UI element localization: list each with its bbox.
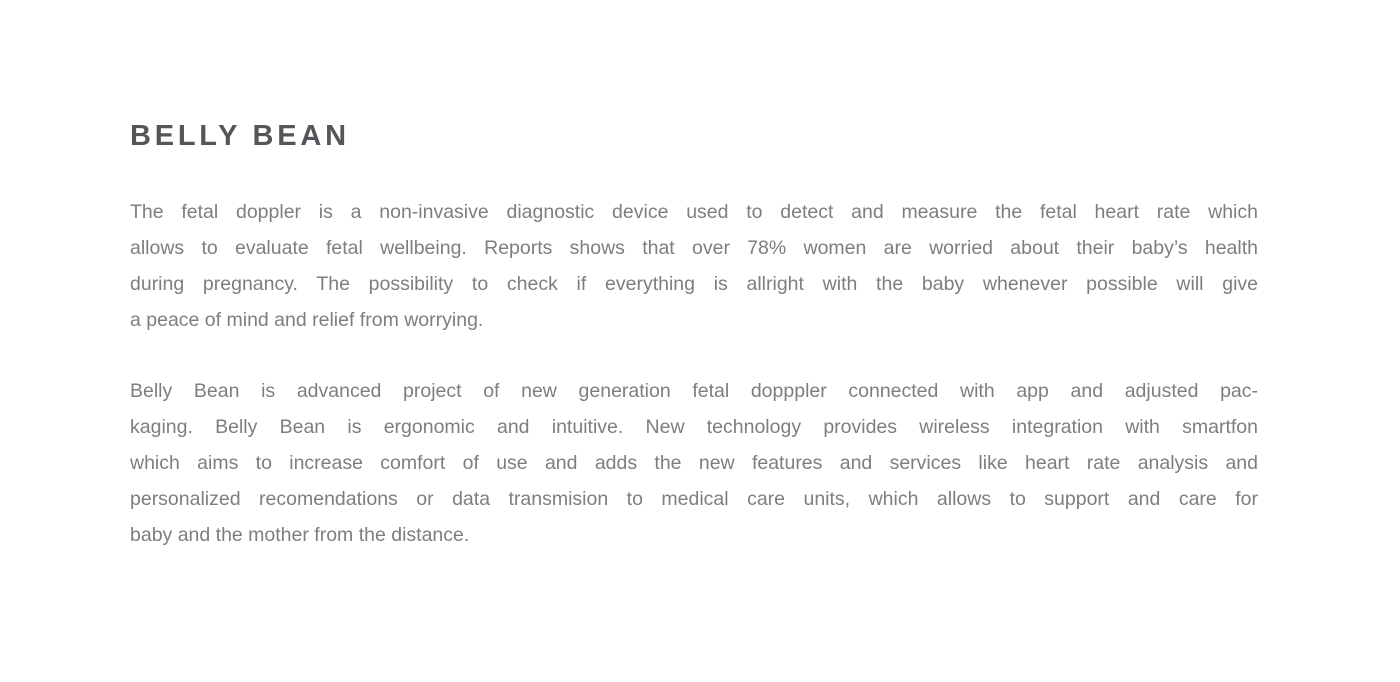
text-line: which aims to increase comfort of use and adds the new features and services like heart rate analysis and bbox=[130, 452, 1258, 474]
text-line: allows to evaluate fetal wellbeing. Reports shows that over 78% women are worried about their baby’s health bbox=[130, 237, 1258, 259]
paragraph-intro bbox=[130, 194, 1258, 338]
paragraph-project bbox=[130, 373, 1258, 553]
text-line: during pregnancy. The possibility to check if everything is allright with the baby whenever possible will give bbox=[130, 273, 1258, 295]
text-line: a peace of mind and relief from worrying. bbox=[130, 309, 484, 331]
text-line: Belly Bean is advanced project of new generation fetal dopppler connected with app and adjusted pac- bbox=[130, 380, 1258, 402]
text-line: kaging. Belly Bean is ergonomic and intuitive. New technology provides wireless integration with smartfon bbox=[130, 416, 1258, 438]
article bbox=[130, 0, 1258, 553]
text-line: The fetal doppler is a non-invasive diagnostic device used to detect and measure the fetal heart rate which bbox=[130, 201, 1258, 223]
page-title: BELLY BEAN bbox=[130, 120, 350, 152]
text-line: personalized recomendations or data transmision to medical care units, which allows to support and care for bbox=[130, 488, 1258, 510]
text-line: baby and the mother from the distance. bbox=[130, 524, 470, 546]
